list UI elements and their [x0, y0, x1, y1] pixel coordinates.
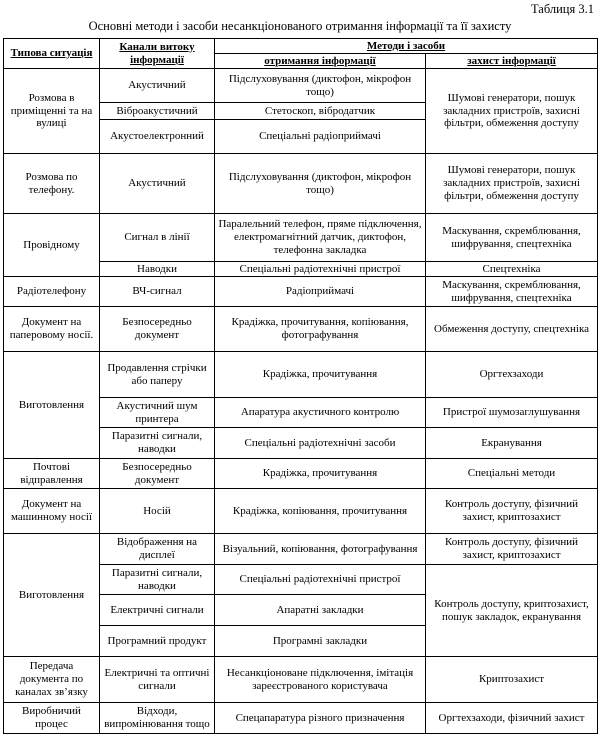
table-row — [4, 489, 598, 534]
cell-situation: Розмова по телефону. — [4, 154, 100, 214]
cell-obtaining: Спеціальні радіоприймачі — [215, 120, 426, 154]
cell-obtaining: Апаратні закладки — [215, 595, 426, 626]
table-row — [4, 459, 598, 489]
table-row — [4, 69, 598, 103]
cell-protection: Оргтехзаходи, фізичний захист — [426, 703, 598, 734]
cell-obtaining: Крадіжка, прочитування, копіювання, фотографування — [215, 307, 426, 352]
cell-channel: Програмний продукт — [100, 626, 215, 657]
cell-channel: Електричні та оптичні сигнали — [100, 657, 215, 703]
header-protection: захист інформації — [426, 54, 598, 69]
cell-protection: Спеціальні методи — [426, 459, 598, 489]
cell-situation: Документ на паперовому носії. — [4, 307, 100, 352]
table-row — [4, 534, 598, 565]
cell-situation: Провідному — [4, 214, 100, 277]
cell-protection: Контроль доступу, фізичний захист, криптозахист — [426, 489, 598, 534]
cell-obtaining: Спеціальні радіотехнічні пристрої — [215, 565, 426, 595]
cell-protection: Екранування — [426, 428, 598, 459]
cell-channel: Носій — [100, 489, 215, 534]
cell-obtaining: Апаратура акустичного контролю — [215, 398, 426, 428]
cell-channel: Відходи, випромінювання тощо — [100, 703, 215, 734]
cell-protection: Оргтехзаходи — [426, 352, 598, 398]
cell-obtaining: Спецапаратура різного призначення — [215, 703, 426, 734]
cell-obtaining: Радіоприймачі — [215, 277, 426, 307]
cell-channel: Віброакустичний — [100, 103, 215, 120]
cell-channel: Наводки — [100, 262, 215, 277]
cell-obtaining: Програмні закладки — [215, 626, 426, 657]
cell-channel: Електричні сигнали — [100, 595, 215, 626]
header-channels: Канали витоку інформації — [100, 39, 215, 69]
cell-situation: Виробничий процес — [4, 703, 100, 734]
cell-protection: Маскування, скремблювання, шифрування, спецтехніка — [426, 277, 598, 307]
cell-situation: Почтові відправлення — [4, 459, 100, 489]
cell-obtaining: Крадіжка, копіювання, прочитування — [215, 489, 426, 534]
table-row — [4, 277, 598, 307]
table-row — [4, 352, 598, 398]
cell-obtaining: Паралельний телефон, пряме підключення, електромагнітний датчик, диктофон, телефонна закладка — [215, 214, 426, 262]
cell-protection: Шумові генератори, пошук закладних пристроїв, захисні фільтри, обмеження доступу — [426, 69, 598, 154]
cell-channel: Акустоелектронний — [100, 120, 215, 154]
cell-obtaining: Підслуховування (диктофон, мікрофон тощо) — [215, 69, 426, 103]
table-row — [4, 214, 598, 262]
cell-protection: Спецтехніка — [426, 262, 598, 277]
cell-channel: Продавлення стрічки або паперу — [100, 352, 215, 398]
methods-table — [3, 38, 598, 734]
cell-situation: Радіотелефону — [4, 277, 100, 307]
table-title: Основні методи і засоби несанкціонованого отримання інформації та її захисту — [88, 19, 512, 33]
cell-protection: Криптозахист — [426, 657, 598, 703]
cell-protection: Обмеження доступу, спецтехніка — [426, 307, 598, 352]
table-row — [4, 657, 598, 703]
header-obtaining: отримання інформації — [215, 54, 426, 69]
cell-protection: Контроль доступу, криптозахист, пошук закладок, екранування — [426, 565, 598, 657]
cell-obtaining: Візуальний, копіювання, фотографування — [215, 534, 426, 565]
cell-channel: ВЧ-сигнал — [100, 277, 215, 307]
cell-channel: Паразитні сигнали, наводки — [100, 565, 215, 595]
cell-situation: Виготовлення — [4, 534, 100, 657]
cell-channel: Акустичний шум принтера — [100, 398, 215, 428]
cell-channel: Безпосередньо документ — [100, 307, 215, 352]
cell-channel: Безпосередньо документ — [100, 459, 215, 489]
cell-situation: Розмова в приміщенні та на вулиці — [4, 69, 100, 154]
header-methods-group: Методи і засоби — [215, 39, 598, 54]
header-situation: Типова ситуація — [4, 39, 100, 69]
cell-protection: Шумові генератори, пошук закладних пристроїв, захисні фільтри, обмеження доступу — [426, 154, 598, 214]
table-row — [4, 703, 598, 734]
cell-obtaining: Несанкціоноване підключення, імітація зареєстрованого користувача — [215, 657, 426, 703]
cell-channel: Відображення на дисплеї — [100, 534, 215, 565]
cell-protection: Пристрої шумозаглушування — [426, 398, 598, 428]
table-row — [4, 154, 598, 214]
cell-obtaining: Підслуховування (диктофон, мікрофон тощо) — [215, 154, 426, 214]
cell-channel: Акустичний — [100, 69, 215, 103]
cell-situation: Передача документа по каналах зв’язку — [4, 657, 100, 703]
cell-obtaining: Спеціальні радіотехнічні пристрої — [215, 262, 426, 277]
cell-obtaining: Крадіжка, прочитування — [215, 352, 426, 398]
table-row — [4, 307, 598, 352]
cell-protection: Маскування, скремблювання, шифрування, спецтехніка — [426, 214, 598, 262]
cell-protection: Контроль доступу, фізичний захист, криптозахист — [426, 534, 598, 565]
cell-obtaining: Стетоскоп, вібродатчик — [215, 103, 426, 120]
table-label: Таблиця 3.1 — [530, 2, 594, 16]
cell-situation: Документ на машинному носії — [4, 489, 100, 534]
cell-channel: Паразитні сигнали, наводки — [100, 428, 215, 459]
cell-channel: Сигнал в лінії — [100, 214, 215, 262]
cell-channel: Акустичний — [100, 154, 215, 214]
cell-obtaining: Крадіжка, прочитування — [215, 459, 426, 489]
cell-obtaining: Спеціальні радіотехнічні засоби — [215, 428, 426, 459]
cell-situation: Виготовлення — [4, 352, 100, 459]
